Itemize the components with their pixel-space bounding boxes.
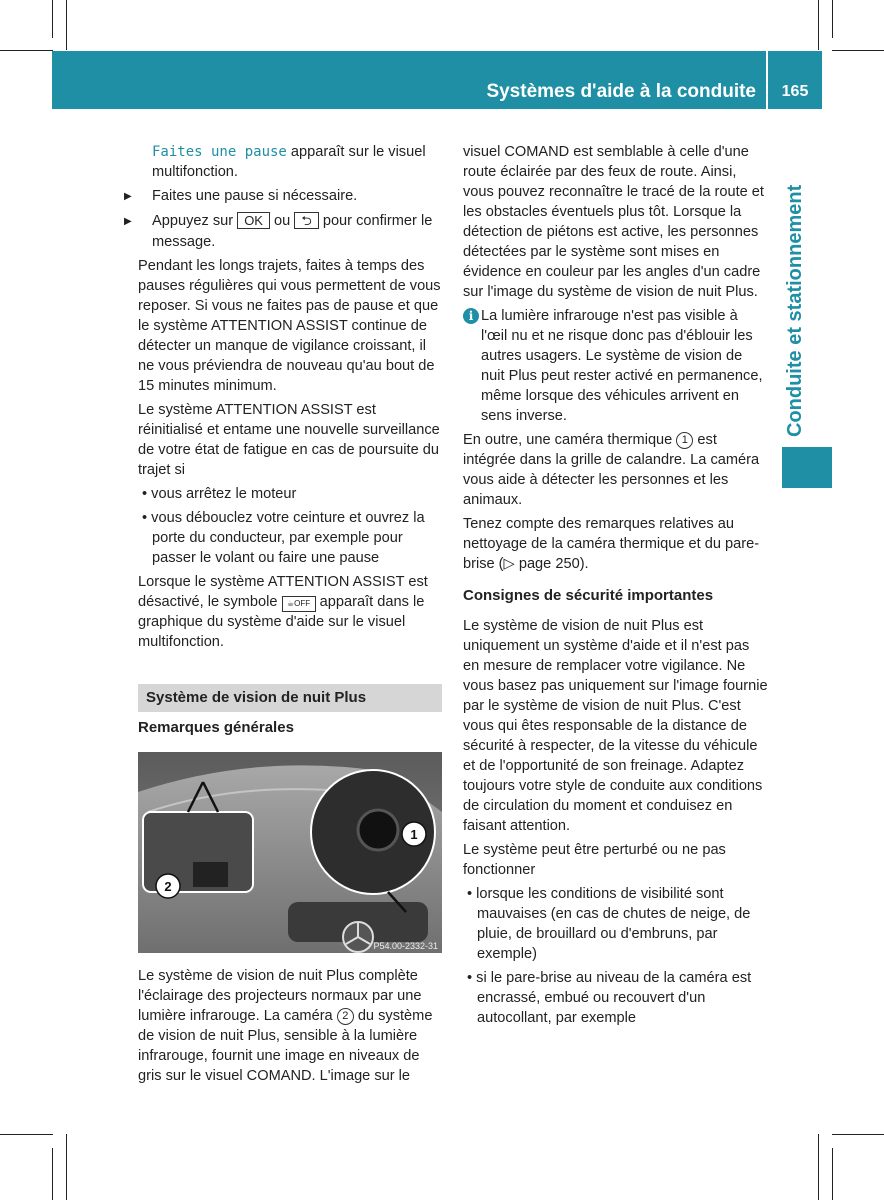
right-column (463, 142, 768, 1032)
subheading: Consignes de sécurité importantes (463, 587, 714, 604)
text: est intégrée dans la grille de calandre. La caméra vous aide à détecter les personnes et les animaux. (463, 432, 760, 508)
paragraph: visuel COMAND est semblable à celle d'une route éclairée par des feux de route. Ainsi, vous pouvez reconnaître le tracé de la route et les obstacles éventuels plus tôt. Lorsque la détection de piétons est active, les personnes détectées par le système sont mises en évidence en couleur par les angles d'un cadre sur l'image du système de vision de nuit Plus. (463, 144, 764, 300)
text: Lorsque le système ATTENTION ASSIST est désactivé, le symbole (138, 574, 428, 610)
text: du système de vision de nuit Plus, sensible à la lumière infrarouge, fournit une image en niveaux de gris sur le visuel COMAND. L'image sur le (138, 1008, 433, 1084)
ok-key-icon: OK (237, 212, 270, 229)
info-icon: i (463, 308, 479, 324)
photo-reference-code: P54.00-2332-31 (373, 941, 438, 951)
crop-mark (66, 1134, 67, 1200)
crop-mark (0, 50, 53, 51)
header-bar (52, 51, 768, 109)
bullet-text: vous arrêtez le moteur (151, 486, 297, 502)
bullet-dot-icon: • (467, 886, 473, 902)
text: Le système de vision de nuit Plus complète l'éclairage des projecteurs normaux par une lumière infrarouge. La caméra (138, 968, 422, 1024)
paragraph (138, 966, 443, 1086)
paragraph: Le système ATTENTION ASSIST est réinitialisé et entame une nouvelle surveillance de votre état de fatigue en cas de poursuite du trajet si (138, 402, 440, 478)
bullet-dot-icon: • (142, 510, 148, 526)
step-arrow-icon: ▶ (124, 191, 132, 202)
crop-mark (52, 1148, 53, 1200)
bullet-text: si le pare-brise au niveau de la caméra est encrassé, embué ou recouvert d'un autocollant, par exemple (476, 970, 752, 1026)
bullet-item (463, 884, 768, 964)
page-number: 165 (781, 83, 809, 100)
subheading: Remarques générales (138, 719, 294, 736)
coffee-off-icon: ☕OFF (282, 596, 316, 612)
bullet-dot-icon: • (142, 486, 148, 502)
info-note (463, 306, 768, 426)
step-item (124, 211, 443, 252)
crop-mark (66, 0, 67, 50)
car-illustration (138, 752, 442, 953)
bullet-text: lorsque les conditions de visibilité sont mauvaises (en cas de chutes de neige, de pluie, de brouillard ou d'embruns, par exemple) (476, 886, 751, 962)
paragraph (463, 430, 768, 510)
side-tab-label: Conduite et stationnement (784, 184, 806, 437)
page-number-box (768, 51, 822, 109)
display-message: Faites une pause (152, 144, 287, 160)
crop-mark (818, 0, 819, 50)
crop-mark (0, 1134, 53, 1135)
text: ou (274, 213, 291, 229)
paragraph: Tenez compte des remarques relatives au nettoyage de la caméra thermique et du pare-brise (▷ page 250). (463, 516, 760, 572)
crop-mark (52, 0, 53, 38)
section-heading: Système de vision de nuit Plus (138, 684, 442, 712)
text: apparaît sur le visuel multifonction. (152, 144, 426, 180)
paragraph (138, 572, 443, 652)
step-text: Appuyez sur (152, 213, 234, 229)
crop-mark (832, 1148, 833, 1200)
number-2-icon: 2 (337, 1008, 354, 1025)
callout-2: 2 (164, 879, 172, 894)
bullet-item (463, 968, 768, 1028)
back-key-icon: ⮌ (294, 212, 318, 229)
step-item (124, 186, 443, 207)
paragraph: Le système peut être perturbé ou ne pas fonctionner (463, 842, 726, 878)
step-text: Faites une pause si nécessaire. (152, 188, 358, 204)
bullet-item (138, 484, 443, 504)
text: pour confirmer le message. (152, 213, 433, 250)
crop-mark (832, 1134, 884, 1135)
step-arrow-icon: ▶ (124, 216, 132, 227)
number-1-icon: 1 (676, 432, 693, 449)
text: apparaît dans le graphique du système d'aide sur le visuel multifonction. (138, 594, 425, 650)
crop-mark (818, 1134, 819, 1200)
info-text: La lumière infrarouge n'est pas visible à l'œil nu et ne risque donc pas d'éblouir les autres usagers. Le système de vision de nuit Plus peut rester activé en permanence, même lorsque des véhicules arrivent en sens inverse. (481, 308, 763, 424)
callout-1: 1 (410, 827, 418, 842)
paragraph: Le système de vision de nuit Plus est uniquement un système d'aide et il n'est pas en mesure de remplacer votre vigilance. Ne vous basez pas uniquement sur l'image fournie par le système de vision de nuit Plus. C'est vous qui êtes responsable de la distance de sécurité à respecter, de la vitesse du véhicule et de l'opportunité de son freinage. Adaptez toujours votre style de conduite aux conditions de circulation du moment et conduisez en faisant attention. (463, 618, 768, 834)
crop-mark (832, 0, 833, 38)
paragraph (138, 142, 443, 182)
bullet-text: vous débouclez votre ceinture et ouvrez la porte du conducteur, par exemple pour passer le volant ou faire une pause (151, 510, 425, 566)
paragraph: Pendant les longs trajets, faites à temps des pauses régulières qui vous permettent de vous reposer. Si vous ne faites pas de pause et que le système ATTENTION ASSIST continue de détecter un manque de vigilance croissant, il ne vous préviendra de nouveau qu'au bout de 15 minutes minimum. (138, 258, 441, 394)
bullet-item (138, 508, 443, 568)
bullet-dot-icon: • (467, 970, 473, 986)
side-tab-block (782, 447, 832, 488)
crop-mark (832, 50, 884, 51)
left-column (124, 142, 443, 656)
car-front-photo (138, 752, 442, 953)
header-title: Systèmes d'aide à la conduite (486, 81, 756, 102)
text: En outre, une caméra thermique (463, 432, 673, 448)
